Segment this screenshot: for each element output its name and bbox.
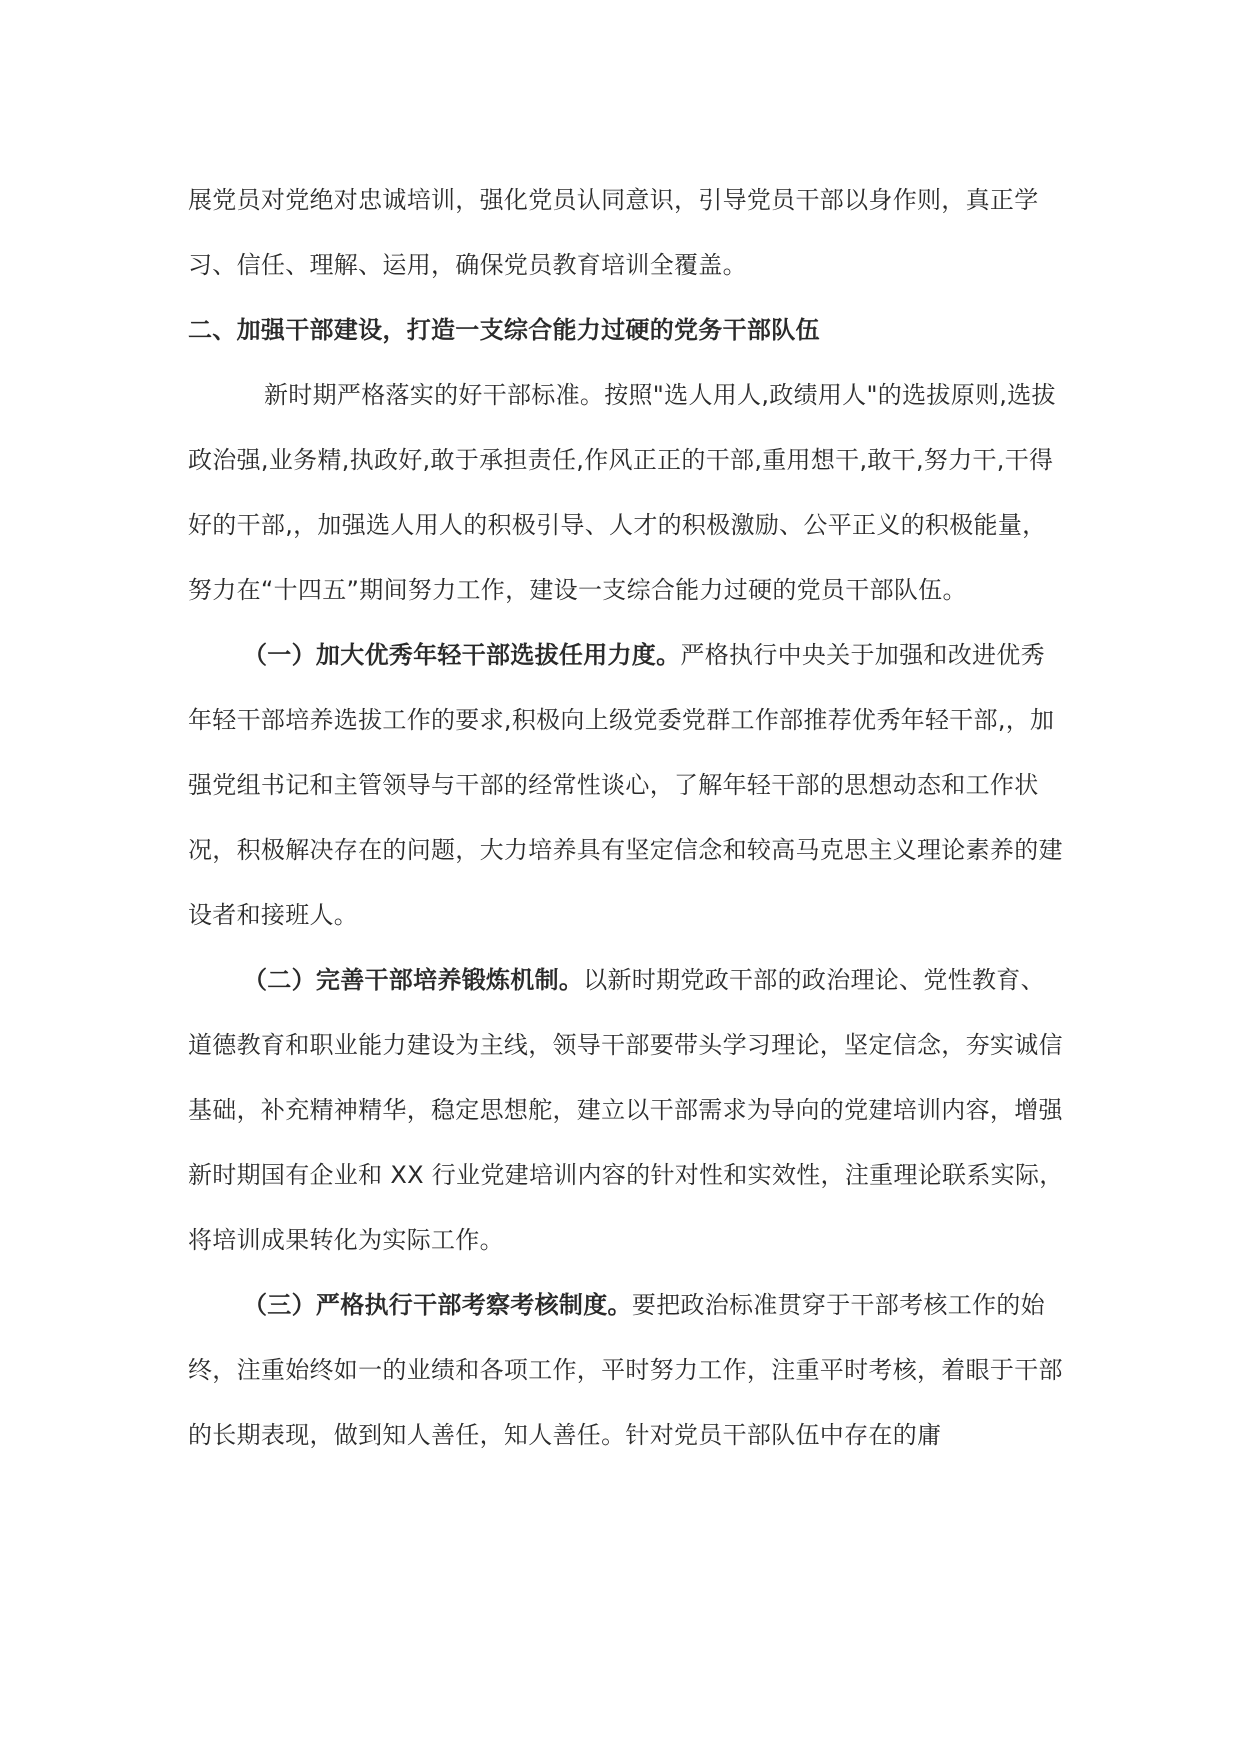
subsection-lead: （二）完善干部培养锻炼机制。	[243, 966, 584, 994]
subsection-lead: （一）加大优秀年轻干部选拔任用力度。	[243, 641, 681, 669]
subsection-body: 严格执行中央关于加强和改进优秀年轻干部培养选拔工作的要求,积极向上级党委党群工作部推荐优秀年轻干部,，加强党组书记和主管领导与干部的经常性谈心，了解年轻干部的思想动态和工作状况，积极解决存在的问题，大力培养具有坚定信念和较高马克思主义理论素养的建设者和接班人。	[188, 641, 1063, 929]
subsection-training-mechanism	[188, 948, 1068, 1273]
subsection-young-cadres	[188, 623, 1068, 948]
document-body	[188, 168, 1068, 1468]
section-heading: 二、加强干部建设，打造一支综合能力过硬的党务干部队伍	[188, 316, 820, 344]
subsection-body: 要把政治标准贯穿于干部考核工作的始终，注重始终如一的业绩和各项工作，平时努力工作，注重平时考核，着眼于干部的长期表现，做到知人善任，知人善任。针对党员干部队伍中存在的庸	[188, 1291, 1063, 1449]
subsection-lead: （三）严格执行干部考察考核制度。	[243, 1291, 632, 1319]
paragraph-continuation: 展党员对党绝对忠诚培训，强化党员认同意识，引导党员干部以身作则，真正学习、信任、理解、运用，确保党员教育培训全覆盖。	[188, 186, 1039, 279]
subsection-assessment-system	[188, 1273, 1068, 1468]
paragraph-cadre-standard: 新时期严格落实的好干部标准。按照"选人用人,政绩用人"的选拔原则,选拔政治强,业务精,执政好,敢于承担责任,作风正正的干部,重用想干,敢干,努力干,干得好的干部,，加强选人用人的积极引导、人才的积极激励、公平正义的积极能量，努力在“十四五”期间努力工作，建设一支综合能力过硬的党员干部队伍。	[188, 381, 1056, 604]
subsection-body: 以新时期党政干部的政治理论、党性教育、道德教育和职业能力建设为主线，领导干部要带头学习理论，坚定信念，夯实诚信基础，补充精神精华，稳定思想舵，建立以干部需求为导向的党建培训内容，增强新时期国有企业和 XX 行业党建培训内容的针对性和实效性，注重理论联系实际，将培训成果转化为实际工作。	[188, 966, 1064, 1254]
